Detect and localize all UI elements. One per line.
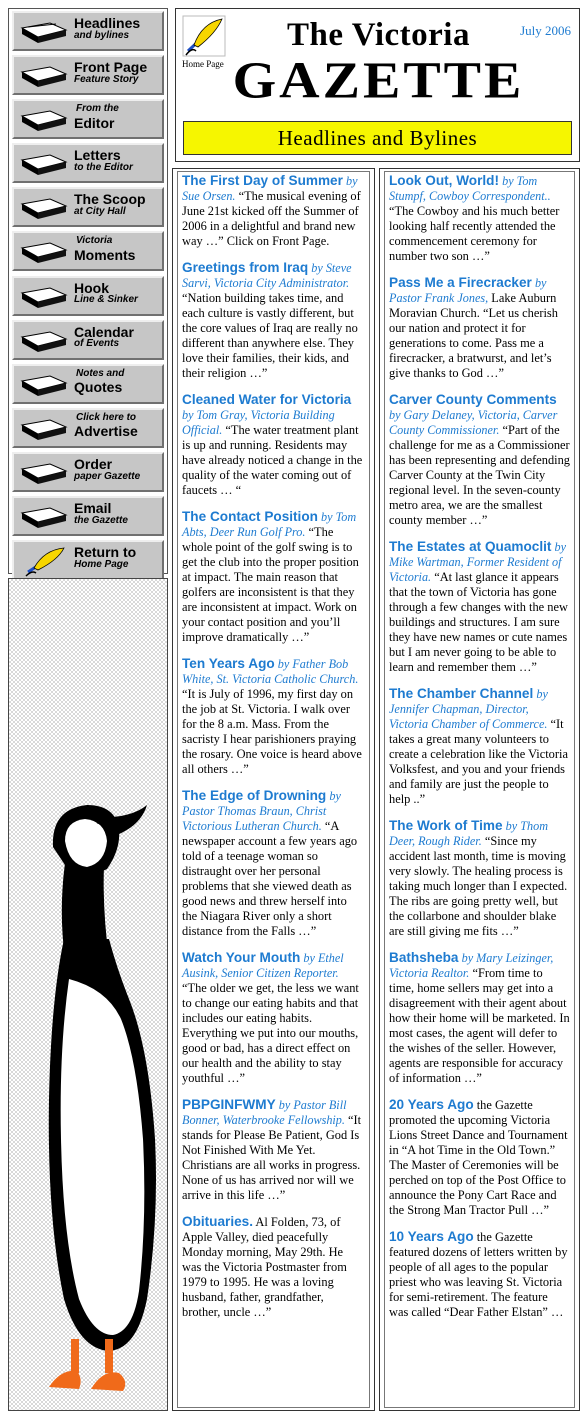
nav-scoop-sub: at City Hall: [74, 206, 126, 218]
story-title[interactable]: Bathsheba: [389, 950, 459, 965]
story-title[interactable]: Obituaries.: [182, 1214, 254, 1229]
story-body: “Part of the challenge for me as a Commissioner has been representing and defending Carver County at the Twin City regional level. In the seven-county metro area, we are the smallest county member …”: [389, 423, 570, 527]
book-icon: [20, 242, 68, 264]
story-body: “It stands for Please Be Patient, God Is Not Finished With Me Yet. Christians are all works in progress. None of us has arrived nor will we arrive in this life …”: [182, 1113, 362, 1202]
story: [182, 1097, 365, 1203]
story: [182, 509, 365, 645]
story: [182, 950, 365, 1086]
story-body: “Since my accident last month, time is moving very slowly. The healing process is taking much longer than I expected. The ribs are going pretty well, but the collarbone and shoulder blake are still giving me fits …”: [389, 834, 568, 938]
story-title[interactable]: PBPGINFWMY: [182, 1097, 276, 1112]
nav-letters-button[interactable]: [12, 143, 164, 183]
story-byline: by Tom Stumpf, Cowboy Correspondent..: [389, 174, 551, 203]
story-title[interactable]: Pass Me a Firecracker: [389, 275, 532, 290]
nav-headlines-button[interactable]: [12, 11, 164, 51]
story-body: “At last glance it appears that the town of Victoria has gone through a few changes with the new buildings and structures. I am sure they have new names or cute names but I am never going to be able to learn and remember them …”: [389, 570, 568, 674]
nav-return-sub: Home Page: [74, 558, 129, 570]
story: [182, 392, 365, 498]
nav-advertise-button[interactable]: [12, 408, 164, 448]
story-title[interactable]: Watch Your Mouth: [182, 950, 301, 965]
story: [389, 686, 570, 807]
nav-calendar-sub: of Events: [74, 338, 120, 350]
story-byline: by Father Bob White, St. Victoria Catholic Church.: [182, 657, 359, 686]
story-byline: by Sue Orsen.: [182, 174, 358, 203]
story-body: “It is July of 1996, my first day on the job at St. Victoria. I walk over for the 8 a.m. Mass. From the sacristy I hear parishioners praying the rosary. One voice is heard above all others …”: [182, 687, 362, 776]
story-title[interactable]: The Work of Time: [389, 818, 503, 833]
nav-email-button[interactable]: [12, 496, 164, 536]
nav-editor-sub: From the: [76, 103, 119, 115]
book-icon: [20, 507, 68, 529]
story-byline: by Tom Abts, Deer Run Golf Pro.: [182, 510, 357, 539]
story-byline: by Steve Sarvi, Victoria City Administrator.: [182, 261, 352, 290]
home-page-label: Home Page: [182, 59, 224, 69]
book-icon: [20, 375, 68, 397]
nav-moments-label: Moments: [74, 246, 136, 263]
nav-letters-sub: to the Editor: [74, 161, 133, 173]
story-byline: by Pastor Frank Jones,: [389, 276, 547, 305]
masthead: [175, 8, 580, 162]
nav-return-home-button[interactable]: [12, 540, 164, 580]
nav-email-sub: the Gazette: [74, 514, 128, 526]
book-icon: [20, 419, 68, 441]
story-body: “The whole point of the golf swing is to get the club into the proper position at impact. The main reason that golfers are inconsistent is that they are inconsistent at impact. Work on your contact position and you’ll improve dramatically …”: [182, 525, 359, 644]
nav-order-sub: paper Gazette: [74, 470, 141, 482]
story-byline: by Jennifer Chapman, Director, Victoria Chamber of Commerce.: [389, 687, 548, 731]
story-title[interactable]: Cleaned Water for Victoria: [182, 392, 352, 407]
story-body: the Gazette promoted the upcoming Victoria Lions Street Dance and Tournament in “A hot Time in the Old Town.” The Master of Ceremonies will be perched on top of the Post Office to announce the Pony Cart Race and the Strong Man Tractor Pull …”: [389, 1098, 568, 1217]
story-byline: by Tom Gray, Victoria Building Official.: [182, 408, 335, 437]
nav-scoop-label: The Scoop: [74, 191, 146, 208]
nav-editor-label: Editor: [74, 114, 115, 131]
story-byline: by Pastor Thomas Braun, Christ Victorious Lutheran Church.: [182, 789, 341, 833]
story: [389, 1229, 570, 1320]
story: [182, 173, 365, 249]
book-icon: [20, 198, 68, 220]
issue-date: July 2006: [520, 23, 571, 38]
nav-editor-button[interactable]: [12, 99, 164, 139]
stories-column-right: [379, 168, 580, 1411]
masthead-title-top: The Victoria: [287, 17, 470, 53]
book-icon: [20, 463, 68, 485]
nav-advertise-sub: Click here to: [76, 411, 137, 423]
nav-order-button[interactable]: [12, 452, 164, 492]
story-title[interactable]: Greetings from Iraq: [182, 260, 309, 275]
story-byline: by Thom Deer, Rough Rider.: [389, 819, 548, 848]
story-title[interactable]: Look Out, World!: [389, 173, 499, 188]
story-title[interactable]: The Estates at Quamoclit: [389, 539, 552, 554]
nav-front-page-button[interactable]: [12, 55, 164, 95]
story-title[interactable]: 20 Years Ago: [389, 1097, 474, 1112]
story-body: “It takes a great many volunteers to create a celebration like the Victoria Volksfest, and you and your friends and family are just the people to help ..”: [389, 717, 568, 806]
story-title[interactable]: The First Day of Summer: [182, 173, 343, 188]
story-body: “A newspaper account a few years ago told of a teenage woman so distraught over her personal problems that she viewed death as good news and threw herself into the Niagara River only a short distance from the Falls …”: [182, 819, 358, 938]
goose-illustration: [9, 579, 168, 1411]
story: [389, 392, 570, 528]
masthead-title: GAZETTE: [232, 52, 525, 110]
nav-moments-button[interactable]: [12, 231, 164, 271]
nav-front-page-label: Front Page: [74, 59, 148, 76]
story-body: “The water treatment plant is up and running. Residents may have already noticed a change in the quality of the water coming out of faucets … “: [182, 423, 363, 497]
story: [389, 173, 570, 264]
nav-letters-label: Letters: [74, 147, 121, 164]
story-title[interactable]: The Edge of Drowning: [182, 788, 327, 803]
story-title[interactable]: The Chamber Channel: [389, 686, 534, 701]
story-byline: by Gary Delaney, Victoria, Carver County Commissioner.: [389, 408, 558, 437]
stories-column-left: [172, 168, 375, 1411]
book-icon: [20, 110, 68, 132]
story: [389, 1097, 570, 1218]
nav-moments-sub: Victoria: [76, 235, 113, 247]
story-body: “The older we get, the less we want to change our eating habits and that includes our eating habits. Everything we put into our mouths, good or bad, has a direct effect on our health and the ability to stay youthful …”: [182, 981, 359, 1085]
nav-calendar-label: Calendar: [74, 323, 134, 340]
nav-quotes-sub: Notes and: [76, 367, 125, 379]
story-byline: by Mike Wartman, Former Resident of Victoria.: [389, 540, 567, 584]
story-body: “From time to time, home sellers may get into a disagreement with their agent about how their home will be marketed. In most cases, the agent will defer to the wishes of the seller. However, agents are responsible for accuracy of information …”: [389, 966, 570, 1085]
nav-quotes-button[interactable]: [12, 364, 164, 404]
story: [182, 656, 365, 777]
story-body: Al Folden, 73, of Apple Valley, died peacefully Monday morning, May 29th. He was the Victoria Postmaster from 1979 to 1995. He was a loving husband, father, grandfather, brother, uncle …”: [182, 1215, 347, 1319]
nav-quotes-label: Quotes: [74, 379, 123, 396]
nav-front-page-sub: Feature Story: [74, 73, 139, 85]
story: [182, 260, 365, 381]
nav-calendar-button[interactable]: [12, 320, 164, 360]
story: [389, 818, 570, 939]
nav-hook-button[interactable]: [12, 276, 164, 316]
story-body: Lake Auburn Moravian Church. “Let us cherish our nation and protect it for generations to come. Pass me a firecracker, a bratwurst, and let’s give thanks to God …”: [389, 291, 558, 380]
story-title[interactable]: 10 Years Ago: [389, 1229, 474, 1244]
nav-hook-label: Hook: [74, 279, 109, 296]
book-icon: [20, 331, 68, 353]
goose-illustration-panel: [8, 578, 168, 1411]
book-icon: [20, 287, 68, 309]
nav-return-label: Return to: [74, 544, 137, 561]
nav-order-label: Order: [74, 455, 113, 472]
book-icon: [20, 154, 68, 176]
nav-advertise-label: Advertise: [74, 423, 138, 440]
nav-headlines-sub: and bylines: [74, 29, 130, 41]
story-byline: by Pastor Bill Bonner, Waterbrooke Fellowship.: [182, 1098, 347, 1127]
story-byline: by Ethel Ausink, Senior Citizen Reporter.: [182, 951, 344, 980]
nav-headlines-label: Headlines: [74, 15, 141, 31]
story-title[interactable]: The Contact Position: [182, 509, 318, 524]
story: [389, 950, 570, 1086]
story-body: “The musical evening of June 21st kicked off the Summer of 2006 in a delightful and brand new way …” Click on Front Page.: [182, 189, 361, 248]
section-title: Headlines and Bylines: [183, 121, 572, 155]
sidebar-nav: [8, 8, 168, 574]
quill-icon: [22, 546, 68, 578]
story-title[interactable]: Carver County Comments: [389, 392, 557, 407]
story: [182, 1214, 365, 1320]
book-icon: [20, 66, 68, 88]
book-icon: [20, 22, 68, 44]
story-byline: by Mary Leizinger, Victoria Realtor.: [389, 951, 554, 980]
story-body: “Nation building takes time, and each culture is vastly different, but the core values of Iraq are really no different than anywhere else. They love their families, their kids, and their religion …”: [182, 291, 358, 380]
story-body: the Gazette featured dozens of letters written by people of all ages to the popular priest who was leaving St. Victoria for semi-retirement. The feature was called “Dear Father Elstan” …: [389, 1230, 568, 1319]
story-title[interactable]: Ten Years Ago: [182, 656, 275, 671]
story: [389, 539, 570, 675]
story: [389, 275, 570, 381]
story: [182, 788, 365, 939]
story-body: “The Cowboy and his much better looking half recently attended the commencement ceremony for number two son …”: [389, 204, 560, 263]
nav-hook-sub: Line & Sinker: [74, 294, 138, 306]
nav-scoop-button[interactable]: [12, 187, 164, 227]
nav-email-label: Email: [74, 500, 112, 517]
